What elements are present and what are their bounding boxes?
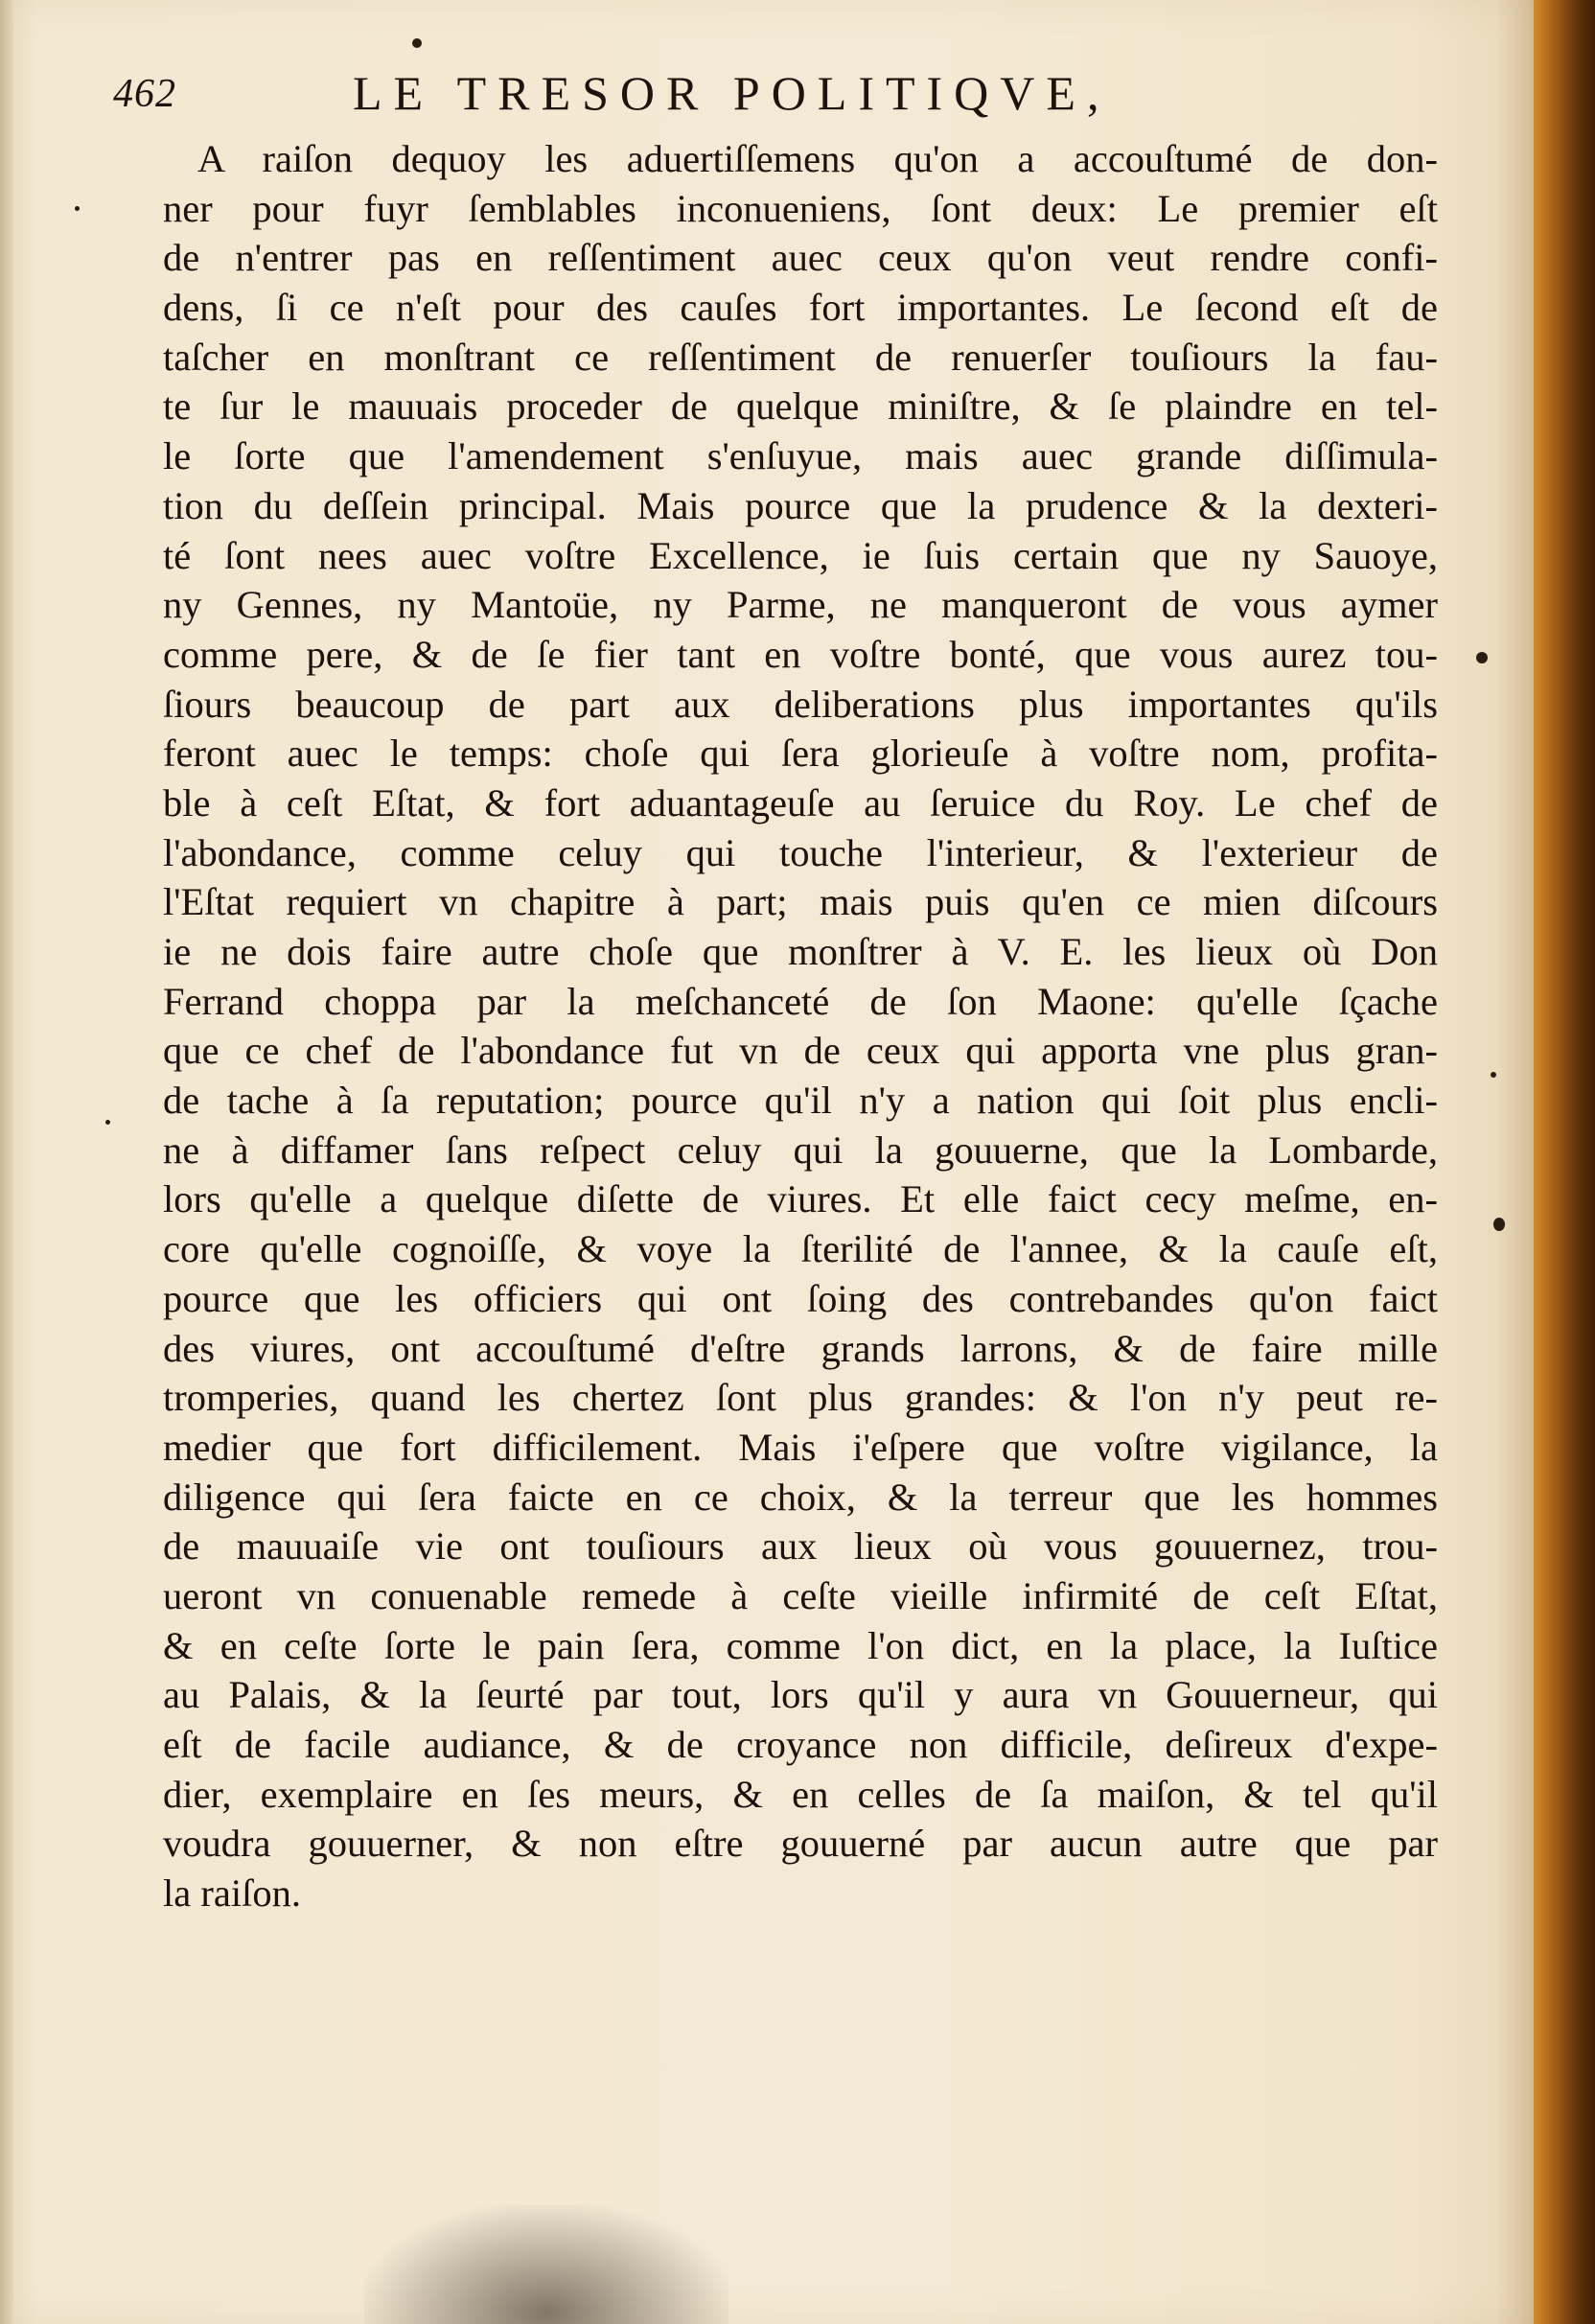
text-line: de n'entrer pas en reſſentiment auec ceux qu'on veut rendre confi- xyxy=(163,236,1438,280)
text-line: voudra gouuerner, & non eſtre gouuerné par aucun autre que par xyxy=(163,1822,1438,1866)
text-line: de mauuaiſe vie ont touſiours aux lieux où vous gouuernez, trou- xyxy=(163,1524,1438,1569)
text-line: dier, exemplaire en ſes meurs, & en celles de ſa maiſon, & tel qu'il xyxy=(163,1772,1438,1816)
ink-smudge xyxy=(364,2205,728,2324)
text-line: ne à diffamer ſans reſpect celuy qui la gouuerne, que la Lombarde, xyxy=(163,1127,1438,1172)
running-head xyxy=(113,65,1455,132)
text-line: dens, ſi ce n'eſt pour des cauſes fort importantes. Le ſecond eſt de xyxy=(163,286,1438,330)
text-line: ſiours beaucoup de part aux deliberations plus importantes qu'ils xyxy=(163,682,1438,726)
text-line: pource que les officiers qui ont ſoing des contrebandes qu'on faict xyxy=(163,1276,1438,1320)
ink-speck xyxy=(1476,652,1488,663)
page-number: 462 xyxy=(113,72,176,116)
text-line: Ferrand choppa par la meſchanceté de ſon Maone: qu'elle ſçache xyxy=(163,979,1438,1023)
text-line: le ſorte que l'amendement s'enſuyue, mais auec grande diſſimula- xyxy=(163,434,1438,478)
text-line: medier que fort difficilement. Mais i'eſpere que voſtre vigilance, la xyxy=(163,1425,1438,1469)
text-line: core qu'elle cognoiſſe, & voye la ſterilité de l'annee, & la cauſe eſt, xyxy=(163,1227,1438,1271)
text-line: ble à ceſt Eſtat, & fort aduantageuſe au ſeruice du Roy. Le chef de xyxy=(163,780,1438,825)
ink-speck xyxy=(1493,1218,1505,1231)
text-line: l'Eſtat requiert vn chapitre à part; mais puis qu'en ce mien diſcours xyxy=(163,880,1438,924)
text-line: comme pere, & de ſe fier tant en voſtre bonté, que vous aurez tou- xyxy=(163,632,1438,676)
text-line: que ce chef de l'abondance fut vn de ceux qui apporta vne plus gran- xyxy=(163,1029,1438,1073)
text-line: ny Gennes, ny Mantoüe, ny Parme, ne manqueront de vous aymer xyxy=(163,583,1438,627)
text-line: au Palais, & la ſeurté par tout, lors qu'il y aura vn Gouuerneur, qui xyxy=(163,1673,1438,1717)
text-line: ner pour fuyr ſemblables inconueniens, ſont deux: Le premier eſt xyxy=(163,186,1438,230)
book-binding-edge xyxy=(1534,0,1595,2324)
text-line: feront auec le temps: choſe qui ſera glorieuſe à voſtre nom, profita- xyxy=(163,732,1438,776)
text-line: l'abondance, comme celuy qui touche l'interieur, & l'exterieur de xyxy=(163,830,1438,874)
text-line: & en ceſte ſorte le pain ſera, comme l'on dict, en la place, la Iuſtice xyxy=(163,1623,1438,1667)
text-line: taſcher en monſtrant ce reſſentiment de renuerſer touſiours la fau- xyxy=(163,335,1438,379)
text-line: A raiſon dequoy les aduertiſſemens qu'on a accouſtumé de don- xyxy=(197,137,1438,180)
ink-speck xyxy=(412,38,422,48)
text-line: ueront vn conuenable remede à ceſte vieille infirmité de ceſt Eſtat, xyxy=(163,1573,1438,1617)
ink-speck xyxy=(75,206,80,211)
page-left-edge xyxy=(0,0,13,2324)
text-line: eſt de facile audiance, & de croyance non difficile, deſireux d'expe- xyxy=(163,1723,1438,1766)
body-text xyxy=(163,134,1438,1918)
text-line: ie ne dois faire autre choſe que monſtrer à V. E. les lieux où Don xyxy=(163,930,1438,973)
text-line: lors qu'elle a quelque diſette de viures. Et elle faict cecy meſme, en- xyxy=(163,1177,1438,1221)
gutter-shadow xyxy=(1495,0,1537,2324)
text-line: tion du deſſein principal. Mais pource que la prudence & la dexteri- xyxy=(163,483,1438,527)
text-line: te ſur le mauuais proceder de quelque miniſtre, & ſe plaindre en tel- xyxy=(163,384,1438,429)
text-line: té ſont nees auec voſtre Excellence, ie ſuis certain que ny Sauoye, xyxy=(163,533,1438,577)
text-line: la raiſon. xyxy=(163,1871,301,1916)
text-line: diligence qui ſera faicte en ce choix, & la terreur que les hommes xyxy=(163,1475,1438,1519)
ink-speck xyxy=(105,1120,110,1125)
ink-speck xyxy=(1491,1072,1496,1078)
text-line: des viures, ont accouſtumé d'eſtre grands larrons, & de faire mille xyxy=(163,1326,1438,1370)
text-line: de tache à ſa reputation; pource qu'il n'y a nation qui ſoit plus encli- xyxy=(163,1079,1438,1123)
text-line: tromperies, quand les chertez ſont plus grandes: & l'on n'y peut re- xyxy=(163,1376,1438,1420)
running-title: LE TRESOR POLITIQVE, xyxy=(353,66,1111,120)
